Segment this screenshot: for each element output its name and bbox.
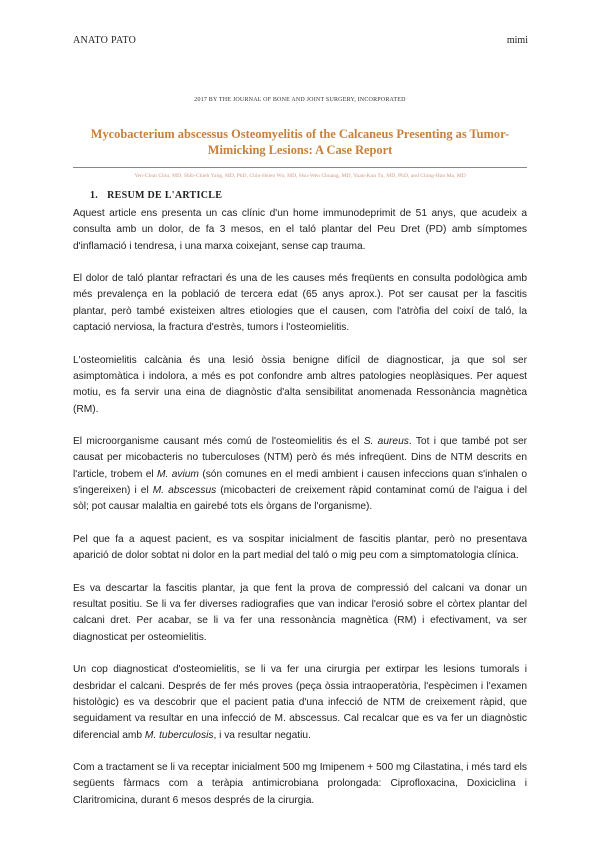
paragraph-text: L'osteomielitis calcània és una lesió òssia benigne difícil de diagnosticar, ja que sol ser asimptomàtica i indolora, a més es pot confondre amb altres patologies neoplàsiques. Per aquest motiu, es fa servir una eina de diagnòstic d'alta sensibilitat anomenada Ressonància magnètica (RM). — [73, 354, 527, 415]
paragraph-text: , i va resultar negatiu. — [213, 729, 311, 741]
running-header-right: mimi — [506, 35, 528, 46]
section-heading — [90, 190, 222, 201]
copyright-line: 2017 BY THE JOURNAL OF BONE AND JOINT SURGERY, INCORPORATED — [194, 97, 406, 103]
italic-term: M. tuberculosis — [144, 729, 214, 741]
italic-term: S. aureus — [363, 436, 409, 448]
paragraph — [73, 353, 527, 418]
paragraph-text: (micobacteri de creixement ràpid contaminat comú de l'aigua i del sòl; pot causar malaltia en gairebé tots els òrgans de l'organisme). — [73, 485, 527, 513]
paragraph-text: Aquest article ens presenta un cas clínic d'un home immunodeprimit de 51 anys, que acudeix a consulta amb un dolor, de fa 3 mesos, en el taló plantar del Peu Dret (PD) amb símptomes d'inflamació i tendresa, i una marxa coixejant, sense cap trauma. — [73, 208, 527, 252]
author-list: Yen-Chun Chiu, MD, Shih-Chieh Yang, MD, PhD, Chin-Hsien Wu, MD, Hsu-Wen Chuang, MD, Yuan-Kun Tu, MD, PhD, and Ching-Han Ma, MD — [134, 173, 466, 179]
title-divider — [73, 167, 527, 168]
article-body — [73, 206, 527, 825]
paragraph-text: El dolor de taló plantar refractari és una de les causes més freqüents en consulta podològica amb més prevalença en la població de tercera edat (65 anys aprox.). Pot ser causat per la fascitis plantar, però també existeixen altres etiologies que el causen, com l'atròfia del coixí de taló, la captació nerviosa, la fractura d'estrès, tumors i l'osteomielitis. — [73, 273, 527, 334]
paragraph — [73, 532, 527, 565]
paragraph-text: (són comunes en el medi ambient i causen infeccions quan s'inhalen o s'ingereixen) i el — [73, 468, 527, 497]
paragraph-text: El microorganisme causant més comú de l'osteomielitis és el — [73, 436, 364, 448]
article-title: Mycobacterium abscessus Osteomyelitis of the Calcaneus Presenting as Tumor-Mimicking Lesions: A Case Report — [90, 127, 510, 157]
paragraph-text: Es va descartar la fascitis plantar, ja que fent la prova de compressió del calcani va donar un resultat positiu. Se li va fer diverses radiografies que van indicar l'erosió sobre el còrtex plantar del calcani dret. Per acabar, se li va fer una ressonància magnètica (RM) i efectivament, va ser diagnosticat per osteomielitis. — [73, 582, 527, 643]
running-header-left: ANATO PATO — [73, 35, 137, 46]
paragraph — [73, 271, 527, 336]
paragraph — [73, 760, 527, 809]
paragraph-text: Pel que fa a aquest pacient, es va sospitar inicialment de fascitis plantar, però no presentava aparició de dolor sobtat ni dolor en la part medial del taló o mig peu com a simptomatologia clínica. — [73, 533, 527, 562]
paragraph — [73, 581, 527, 646]
section-title: RESUM DE L'ARTICLE — [107, 190, 223, 201]
italic-term: M. abscessus — [152, 485, 217, 497]
italic-term: M. avium — [157, 468, 199, 480]
section-number: 1. — [90, 190, 99, 201]
paragraph — [73, 206, 527, 255]
paragraph-text: Com a tractament se li va receptar inicialment 500 mg Imipenem + 500 mg Cilastatina, i més tard els següents fàrmacs com a teràpia antimicrobiana prolongada: Ciprofloxacina, Doxiciclina i Claritromicina, durant 6 mesos després de la cirurgia. — [73, 762, 527, 806]
paragraph — [73, 662, 527, 743]
paragraph-text: . Tot i que també pot ser causat per micobacteris no tuberculoses (NTM) però és més infreqüent. Dins de NTM descrits en l'article, trobem el — [73, 436, 528, 480]
paragraph-text: Un cop diagnosticat d'osteomielitis, se li va fer una cirurgia per extirpar les lesions tumorals i desbridar el calcani. Després de fer més proves (peça òssia intraoperatòria, l'espècimen i l'examen histològic) es va descobrir que el pacient patia d'una infecció de NTM de creixement ràpid, que seguidament va resultar en una infecció de M. abscessus. Cal recalcar que es va fer un diagnòstic diferencial amb — [73, 664, 527, 741]
paragraph — [73, 434, 527, 515]
